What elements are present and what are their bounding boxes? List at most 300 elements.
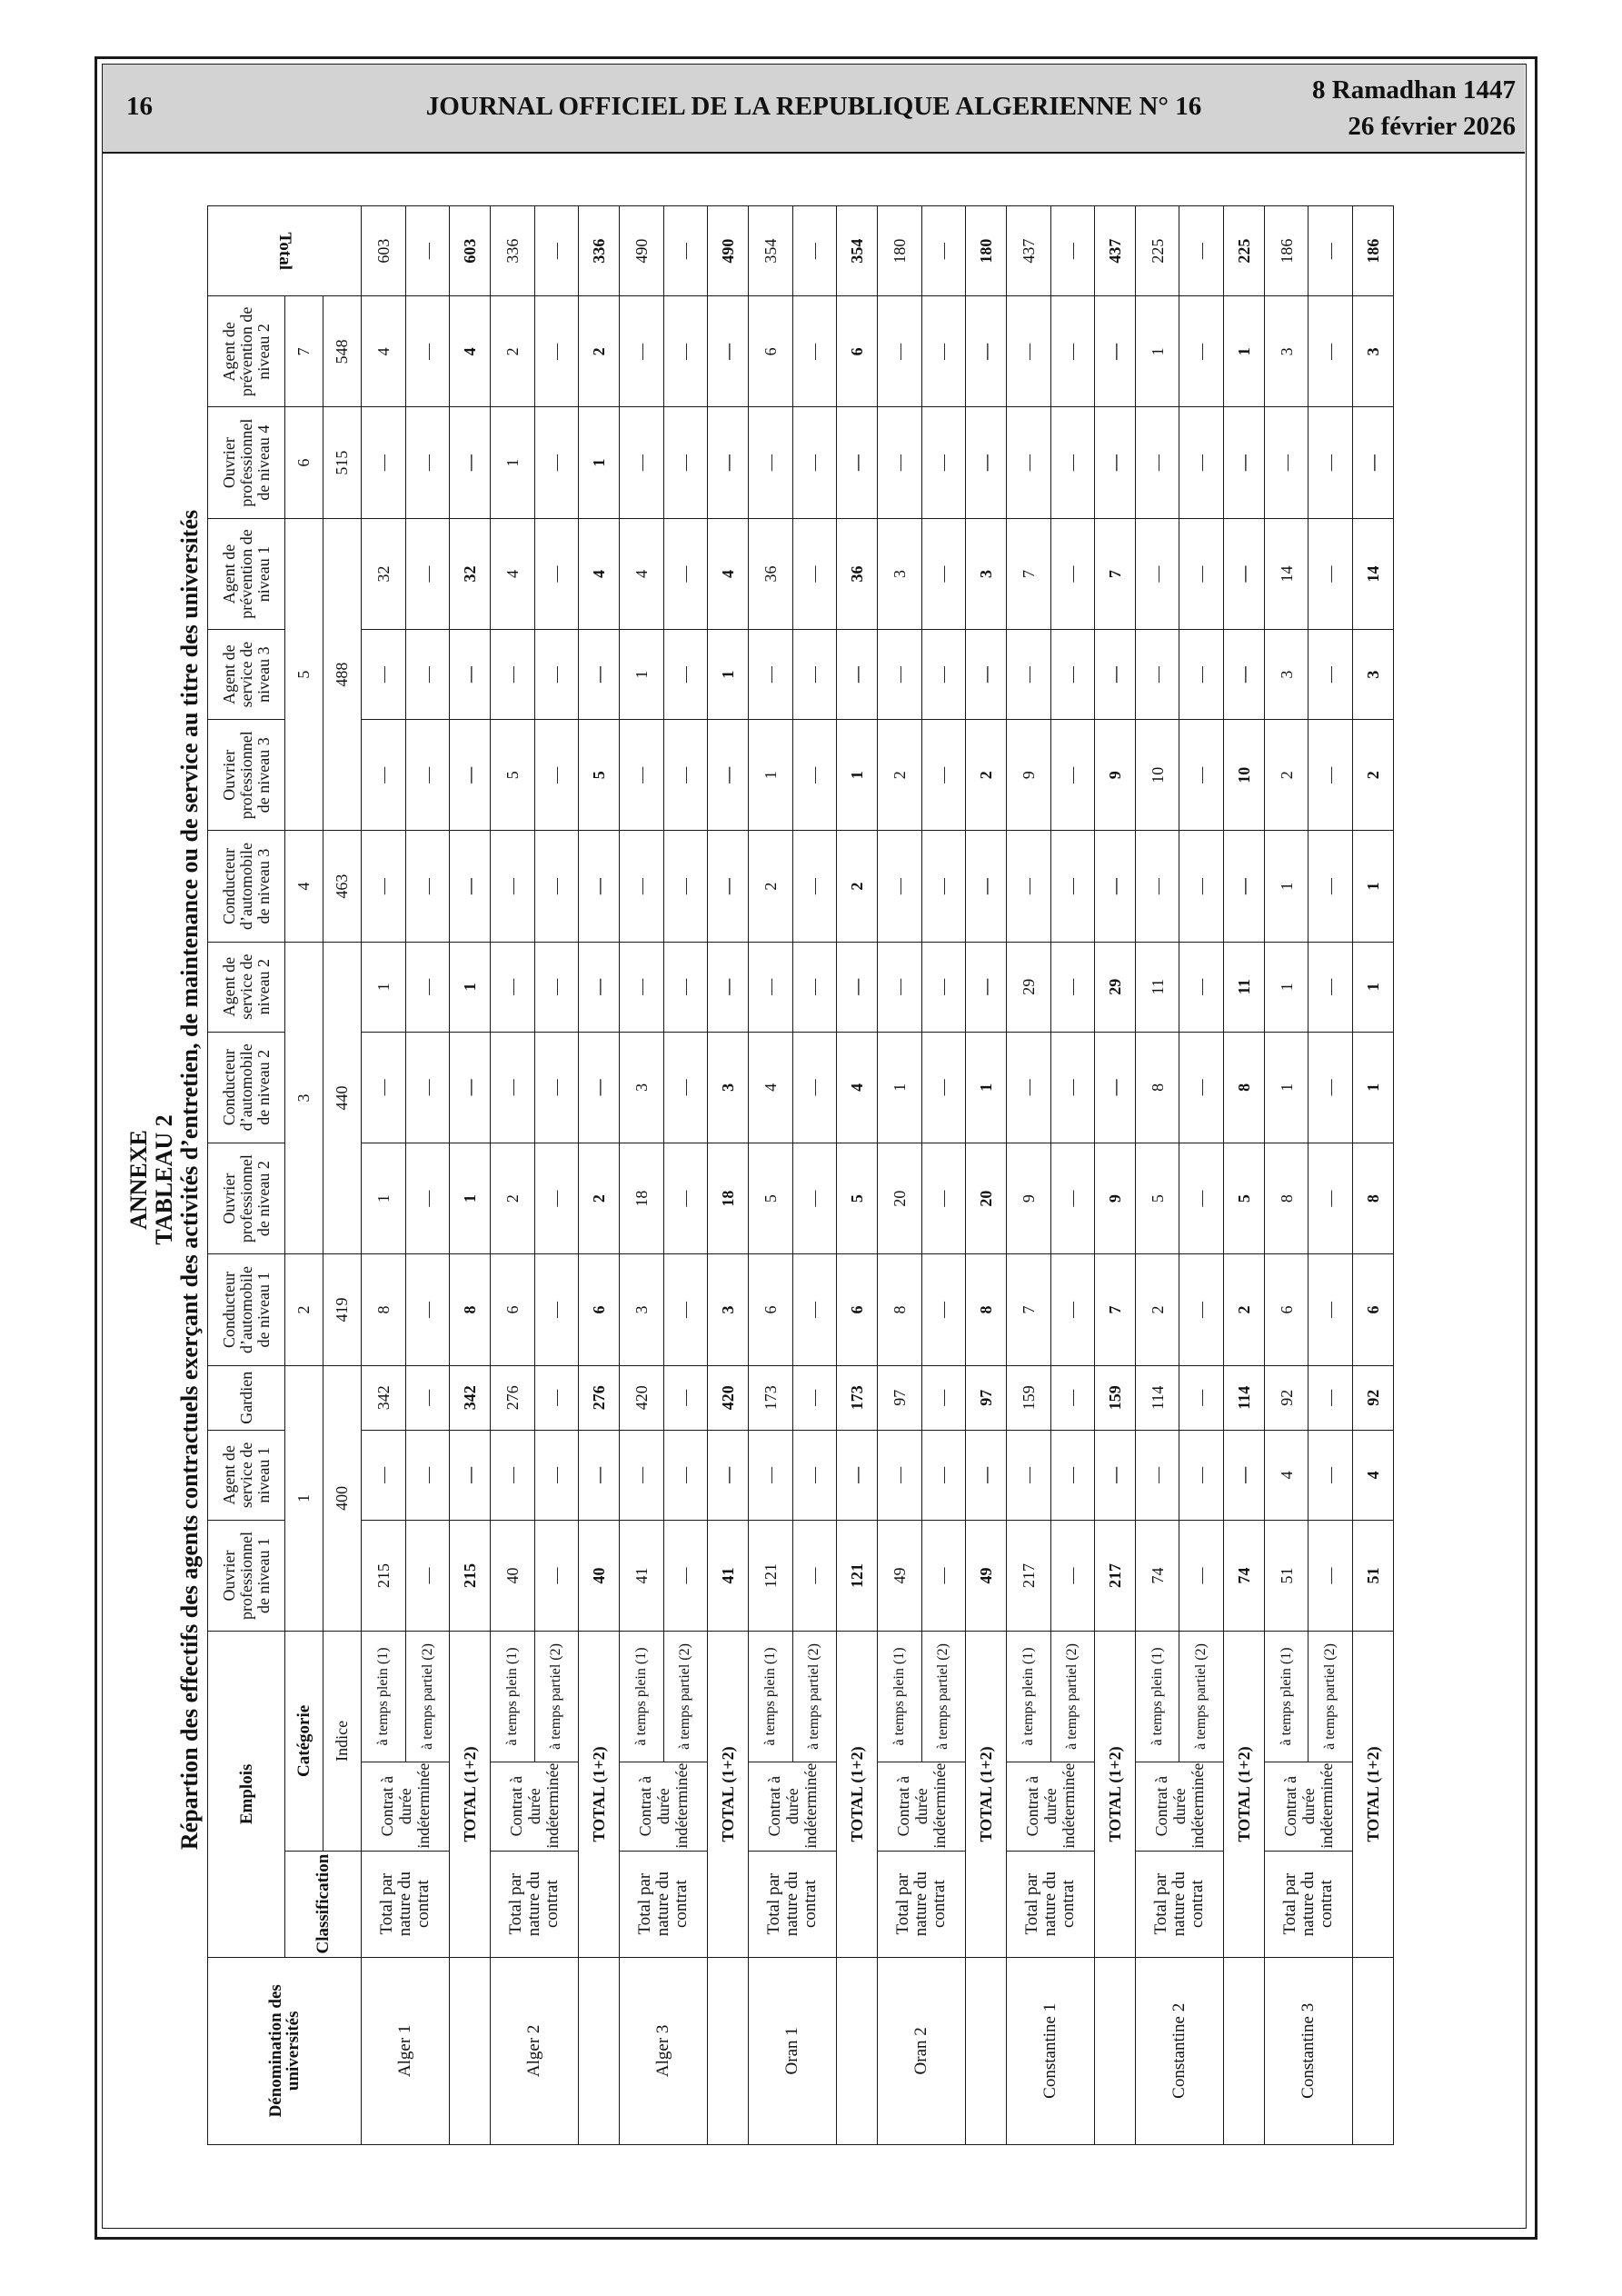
categorie-value: 2 [285,1254,323,1365]
journal-header [103,65,1525,154]
temps-plein-label: à temps plein (1) [1135,1632,1179,1762]
temps-plein-label: à temps plein (1) [619,1632,663,1762]
cell-value: — [877,1430,921,1520]
cell-value: — [1050,1254,1095,1365]
cell-value: — [1179,1143,1224,1253]
cell-value: 14 [1264,518,1309,629]
total-value: — [837,407,878,518]
cell-value: 4 [748,1032,792,1143]
cell-value: — [534,1430,579,1520]
total-1-2-label: TOTAL (1+2) [450,1632,491,1957]
total-value: — [966,296,1007,407]
cell-value: — [534,407,579,518]
total-value: — [1095,1430,1136,1520]
cell-value: — [877,407,921,518]
cell-value: 2 [490,1143,534,1253]
cell-value: — [534,1032,579,1143]
cell-value: 217 [1006,1520,1050,1631]
total-value: 92 [1353,1365,1394,1430]
temps-plein-label: à temps plein (1) [748,1632,792,1762]
row-temps-plein [877,206,921,2145]
cell-value: 51 [1264,1520,1309,1631]
contrat-label: Contrat à durée indéterminée [619,1762,707,1851]
total-value: 1 [450,1143,491,1253]
row-temps-plein [1006,206,1050,2145]
cell-value: 2 [1264,720,1309,831]
total-value: — [579,1430,620,1520]
cell-value: — [405,831,450,942]
cell-value: — [663,206,708,296]
cell-value: 74 [1135,1520,1179,1631]
total-value: — [837,1430,878,1520]
total-value: 8 [1224,1032,1265,1143]
total-value: 3 [1353,630,1394,720]
contrat-label: Contrat à durée indéterminée [1264,1762,1352,1851]
cell-value: — [362,720,406,831]
emploi-header: Ouvrier professionnel de niveau 1 [208,1520,285,1631]
cell-value: — [1135,630,1179,720]
cell-value: — [1050,1032,1095,1143]
total-value: — [837,630,878,720]
total-value: 1 [579,407,620,518]
cell-value: — [405,630,450,720]
cell-value: 1 [362,942,406,1032]
cell-value: 1 [1264,942,1309,1032]
empty-cell [708,1957,749,2144]
total-value: 336 [579,206,620,296]
total-1-2-label: TOTAL (1+2) [1224,1632,1265,1957]
total-value: 1 [708,630,749,720]
cell-value: — [748,942,792,1032]
cell-value: — [1309,1254,1353,1365]
table-subtitle: Répartion des effectifs des agents contractuels exerçant des activités d’entretien, de maintenance ou de service au titre des universités [176,509,203,1851]
cell-value: 6 [748,1254,792,1365]
indice-value: 419 [323,1254,362,1365]
indice-value: 488 [323,518,362,831]
cell-value: — [1050,942,1095,1032]
total-value: 2 [579,296,620,407]
total-value: — [450,1430,491,1520]
cell-value: — [792,1254,837,1365]
total-value: — [1095,831,1136,942]
total-value: 159 [1095,1365,1136,1430]
total-value: 3 [708,1254,749,1365]
cell-value: — [1006,407,1050,518]
cell-value: — [490,1430,534,1520]
total-value: 6 [579,1254,620,1365]
temps-plein-label: à temps plein (1) [877,1632,921,1762]
categorie-value: 4 [285,831,323,942]
total-value: — [837,942,878,1032]
cell-value: — [1006,831,1050,942]
temps-partiel-label: à temps partiel (2) [1050,1632,1095,1762]
emploi-header: Conducteur d’automobile de niveau 3 [208,831,285,942]
total-value: 1 [1224,296,1265,407]
cell-value: 159 [1006,1365,1050,1430]
cell-value: — [1309,831,1353,942]
total-value: 9 [1095,1143,1136,1253]
total-par-nature-label: Total par nature du contrat [490,1851,578,1957]
cell-value: 3 [1264,630,1309,720]
table-body [362,206,1394,2145]
cell-value: 5 [490,720,534,831]
cell-value: — [405,720,450,831]
cell-value: 8 [1135,1032,1179,1143]
cell-value: 276 [490,1365,534,1430]
total-value: 114 [1224,1365,1265,1430]
total-value: 2 [1224,1254,1265,1365]
emploi-header: Agent de service de niveau 2 [208,942,285,1032]
cell-value: — [663,518,708,629]
contrat-label: Contrat à durée indéterminée [748,1762,836,1851]
cell-value: 6 [490,1254,534,1365]
cell-value: — [1050,1520,1095,1631]
cell-value: 121 [748,1520,792,1631]
temps-partiel-label: à temps partiel (2) [1309,1632,1353,1762]
total-value: 2 [579,1143,620,1253]
cell-value: — [619,296,663,407]
empty-cell [1353,1957,1394,2144]
cell-value: — [1309,1520,1353,1631]
cell-value: — [534,1520,579,1631]
cell-value: — [619,831,663,942]
cell-value: — [1179,1520,1224,1631]
cell-value: — [1179,1032,1224,1143]
cell-value: — [362,1032,406,1143]
total-value: 32 [450,518,491,629]
total-value: — [1353,407,1394,518]
cell-value: 49 [877,1520,921,1631]
total-value: — [1224,407,1265,518]
cell-value: 180 [877,206,921,296]
emploi-header: Conducteur d’automobile de niveau 2 [208,1032,285,1143]
cell-value: 2 [490,296,534,407]
cell-value: — [405,1430,450,1520]
total-par-nature-label: Total par nature du contrat [1135,1851,1223,1957]
cell-value: — [663,942,708,1032]
indice-value: 548 [323,296,362,407]
indice-value: 440 [323,942,362,1254]
cell-value: 2 [748,831,792,942]
cell-value: — [792,296,837,407]
total-value: 7 [1095,1254,1136,1365]
cell-value: — [663,1143,708,1253]
col-indice: Indice [323,1632,362,1851]
cell-value: — [534,206,579,296]
cell-value: 6 [748,296,792,407]
total-value: 603 [450,206,491,296]
total-value: 186 [1353,206,1394,296]
total-value: — [966,942,1007,1032]
total-value: 1 [1353,942,1394,1032]
cell-value: — [1179,720,1224,831]
cell-value: — [1050,1143,1095,1253]
cell-value: — [792,407,837,518]
total-value: 225 [1224,206,1265,296]
empty-cell [450,1957,491,2144]
total-value: 342 [450,1365,491,1430]
cell-value: — [362,831,406,942]
cell-value: 4 [1264,1430,1309,1520]
cell-value: 354 [748,206,792,296]
row-temps-plein [748,206,792,2145]
total-value: 41 [708,1520,749,1631]
cell-value: — [405,1254,450,1365]
cell-value: — [405,407,450,518]
cell-value: 29 [1006,942,1050,1032]
total-value: 1 [966,1032,1007,1143]
temps-partiel-label: à temps partiel (2) [405,1632,450,1762]
row-temps-plein [619,206,663,2145]
cell-value: — [877,831,921,942]
cell-value: — [362,630,406,720]
cell-value: — [792,1520,837,1631]
total-value: — [579,831,620,942]
total-1-2-label: TOTAL (1+2) [579,1632,620,1957]
col-categorie: Catégorie [285,1632,323,1851]
cell-value: 92 [1264,1365,1309,1430]
universite-name: Constantine 3 [1264,1957,1352,2144]
cell-value: 4 [490,518,534,629]
cell-value: — [1050,720,1095,831]
total-par-nature-label: Total par nature du contrat [1006,1851,1094,1957]
total-value: 5 [1224,1143,1265,1253]
cell-value: — [1050,296,1095,407]
total-value: 2 [837,831,878,942]
temps-partiel-label: à temps partiel (2) [1179,1632,1224,1762]
cell-value: — [663,1365,708,1430]
indice-value: 400 [323,1365,362,1632]
cell-value: — [921,206,966,296]
indice-value: 515 [323,407,362,518]
cell-value: — [921,720,966,831]
cell-value: — [792,518,837,629]
emploi-header: Agent de service de niveau 3 [208,630,285,720]
row-total [1224,206,1265,2145]
empty-cell [966,1957,1007,2144]
col-universites: Dénomination des universités [208,1957,362,2144]
cell-value: 3 [619,1254,663,1365]
cell-value: — [921,1254,966,1365]
total-value: — [708,1430,749,1520]
cell-value: 4 [619,518,663,629]
cell-value: — [921,1365,966,1430]
total-value: — [1224,1430,1265,1520]
cell-value: 3 [619,1032,663,1143]
cell-value: 114 [1135,1365,1179,1430]
cell-value: 9 [1006,1143,1050,1253]
cell-value: — [405,1520,450,1631]
universite-name: Constantine 1 [1006,1957,1094,2144]
total-value: 276 [579,1365,620,1430]
emploi-header: Ouvrier professionnel de niveau 3 [208,720,285,831]
cell-value: — [362,407,406,518]
empty-cell [837,1957,878,2144]
cell-value: — [405,1032,450,1143]
total-value: — [708,942,749,1032]
cell-value: — [1309,1143,1353,1253]
cell-value: — [490,1032,534,1143]
total-value: 3 [966,518,1007,629]
row-total [966,206,1007,2145]
total-value: 173 [837,1365,878,1430]
total-value: 3 [708,1032,749,1143]
contrat-label: Contrat à durée indéterminée [362,1762,450,1851]
row-total [450,206,491,2145]
universite-name: Oran 1 [748,1957,836,2144]
total-value: 2 [1353,720,1394,831]
cell-value: — [663,407,708,518]
empty-cell [1095,1957,1136,2144]
total-value: 10 [1224,720,1265,831]
cell-value: — [792,630,837,720]
row-temps-plein [1264,206,1309,2145]
cell-value: — [405,1143,450,1253]
total-header-label: Total [275,232,294,270]
total-value: 7 [1095,518,1136,629]
total-value: — [966,407,1007,518]
cell-value: — [877,296,921,407]
cell-value: — [792,1365,837,1430]
cell-value: — [1179,296,1224,407]
total-1-2-label: TOTAL (1+2) [708,1632,749,1957]
journal-title: JOURNAL OFFICIEL DE LA REPUBLIQUE ALGERIENNE N° 16 [425,92,1202,121]
cell-value: 6 [1264,1254,1309,1365]
effectifs-table [207,205,1394,2145]
cell-value: — [921,831,966,942]
total-value: — [450,831,491,942]
cell-value: — [792,1430,837,1520]
emploi-header: Conducteur d’automobile de niveau 1 [208,1254,285,1365]
cell-value: — [534,720,579,831]
cell-value: — [619,942,663,1032]
categorie-value: 3 [285,942,323,1254]
cell-value: — [921,1430,966,1520]
total-value: — [1095,630,1136,720]
row-total [837,206,878,2145]
cell-value: 1 [1264,831,1309,942]
page-number: 16 [126,92,153,121]
cell-value: 215 [362,1520,406,1631]
cell-value: — [1309,942,1353,1032]
total-value: 1 [1353,831,1394,942]
cell-value: 3 [1264,296,1309,407]
temps-plein-label: à temps plein (1) [362,1632,406,1762]
cell-value: 2 [1135,1254,1179,1365]
cell-value: 41 [619,1520,663,1631]
universite-name: Constantine 2 [1135,1957,1223,2144]
total-value: 4 [1353,1430,1394,1520]
cell-value: — [921,407,966,518]
col-emplois: Emplois [208,1632,285,1957]
cell-value: — [534,630,579,720]
total-value: 4 [450,296,491,407]
cell-value: — [1309,1032,1353,1143]
total-value: 20 [966,1143,1007,1253]
total-value: 217 [1095,1520,1136,1631]
contrat-label: Contrat à durée indéterminée [877,1762,965,1851]
total-par-nature-label: Total par nature du contrat [1264,1851,1352,1957]
cell-value: — [921,1032,966,1143]
total-value: 18 [708,1143,749,1253]
cell-value: — [1179,630,1224,720]
total-value: — [1224,831,1265,942]
cell-value: — [1050,831,1095,942]
cell-value: 8 [362,1254,406,1365]
total-value: 8 [966,1254,1007,1365]
total-value: — [1224,630,1265,720]
total-value: 36 [837,518,878,629]
total-value: — [708,407,749,518]
cell-value: — [1179,1254,1224,1365]
cell-value: 40 [490,1520,534,1631]
row-total [708,206,749,2145]
cell-value: 36 [748,518,792,629]
cell-value: — [1179,1365,1224,1430]
cell-value: — [405,1365,450,1430]
total-value: 14 [1353,518,1394,629]
cell-value: — [792,831,837,942]
cell-value: — [663,1430,708,1520]
cell-value: — [1135,518,1179,629]
total-value: 490 [708,206,749,296]
cell-value: 5 [748,1143,792,1253]
cell-value: — [1135,1430,1179,1520]
cell-value: — [1179,942,1224,1032]
total-value: — [708,296,749,407]
cell-value: — [663,630,708,720]
cell-value: — [748,407,792,518]
cell-value: — [405,296,450,407]
cell-value: 186 [1264,206,1309,296]
cell-value: — [619,720,663,831]
cell-value: 420 [619,1365,663,1430]
total-value: 51 [1353,1520,1394,1631]
cell-value: — [490,831,534,942]
total-1-2-label: TOTAL (1+2) [1095,1632,1136,1957]
cell-value: — [1179,518,1224,629]
universite-name: Alger 3 [619,1957,707,2144]
tableau-heading: TABLEAU 2 [151,1114,177,1245]
cell-value: — [792,1032,837,1143]
total-par-nature-label: Total par nature du contrat [877,1851,965,1957]
cell-value: — [921,1143,966,1253]
total-value: — [1095,1032,1136,1143]
cell-value: — [1050,206,1095,296]
cell-value: — [534,1254,579,1365]
total-value: 121 [837,1520,878,1631]
total-value: — [450,630,491,720]
total-value: 5 [579,720,620,831]
row-temps-plein [362,206,406,2145]
cell-value: — [534,942,579,1032]
total-value: 1 [837,720,878,831]
cell-value: 32 [362,518,406,629]
cell-value: — [1309,407,1353,518]
total-value: 420 [708,1365,749,1430]
total-value: 74 [1224,1520,1265,1631]
total-value: 2 [966,720,1007,831]
cell-value: 9 [1006,720,1050,831]
row-total [1095,206,1136,2145]
cell-value: — [490,630,534,720]
total-value: — [450,1032,491,1143]
cell-value: — [1135,831,1179,942]
total-value: — [450,720,491,831]
cell-value: — [405,942,450,1032]
emploi-header: Agent de prévention de niveau 1 [208,518,285,629]
row-temps-plein [1135,206,1179,2145]
